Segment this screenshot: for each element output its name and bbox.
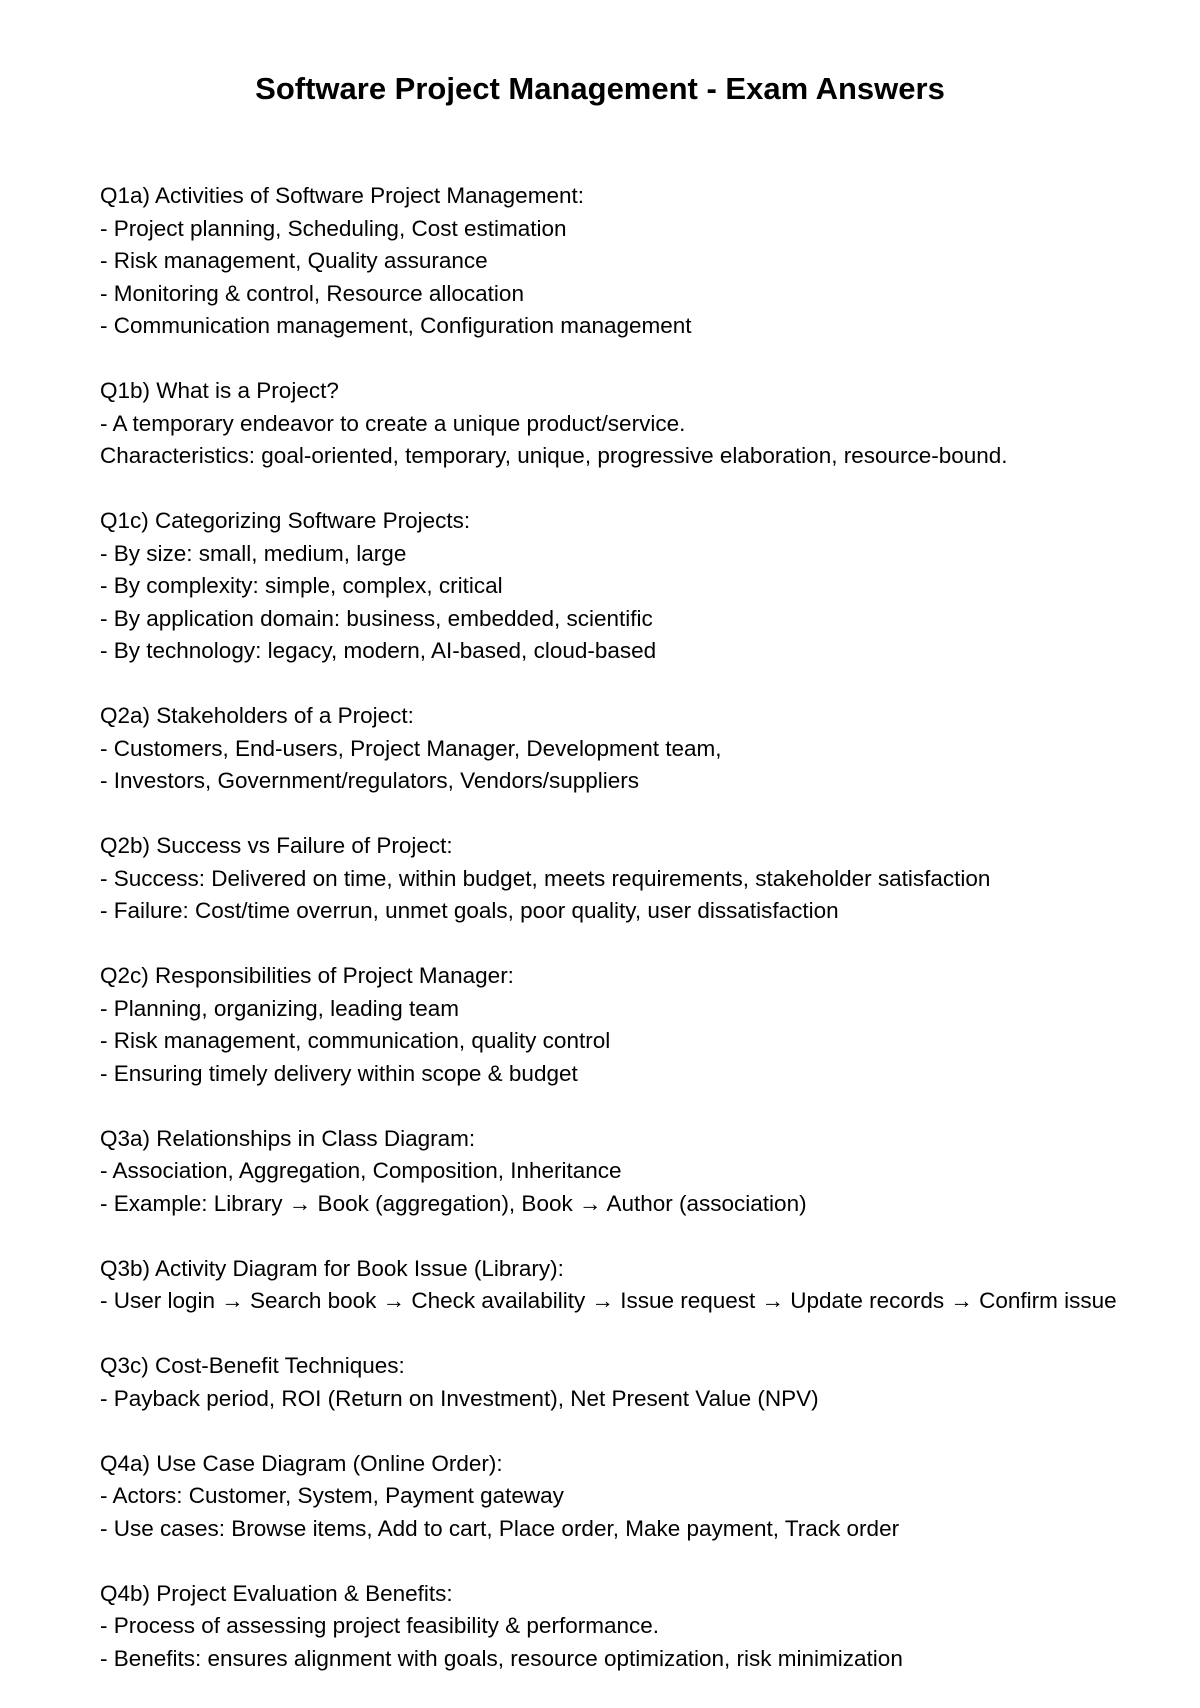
section-heading: Q4a) Use Case Diagram (Online Order): [100, 1450, 503, 1476]
section-line: - Risk management, communication, quality control [100, 1028, 611, 1053]
section-heading: Q3b) Activity Diagram for Book Issue (Library): [100, 1255, 564, 1281]
section-q2b [100, 830, 1195, 928]
section-line: - Monitoring & control, Resource allocation [100, 280, 524, 306]
section-line: - Association, Aggregation, Composition, Inheritance [100, 1158, 622, 1183]
section-heading: Q2c) Responsibilities of Project Manager: [100, 963, 514, 988]
section-q3c [100, 1350, 1195, 1415]
section-q1a [100, 180, 1195, 343]
section-line: - By application domain: business, embedded, scientific [100, 605, 653, 631]
section-heading: Q4b) Project Evaluation & Benefits: [100, 1580, 453, 1606]
section-line: - Planning, organizing, leading team [100, 995, 459, 1021]
section-line: - Investors, Government/regulators, Vendors/suppliers [100, 768, 640, 793]
section-heading: Q1b) What is a Project? [100, 378, 339, 403]
section-q2a [100, 700, 1195, 798]
section-heading: Q2b) Success vs Failure of Project: [100, 833, 453, 858]
section-line: - Project planning, Scheduling, Cost estimation [100, 215, 567, 241]
section-line: - Example: Library → Book (aggregation), Book → Author (association) [100, 1190, 807, 1216]
section-q2c [100, 960, 1195, 1090]
section-q1b [100, 375, 1195, 473]
section-line: - User login → Search book → Check availability → Issue request → Update records → Confirm issue [100, 1288, 1117, 1313]
section-line: - Risk management, Quality assurance [100, 248, 488, 273]
section-line: - Ensuring timely delivery within scope & budget [100, 1060, 578, 1086]
section-line: - By complexity: simple, complex, critical [100, 573, 503, 598]
section-line: - Payback period, ROI (Return on Investment), Net Present Value (NPV) [100, 1385, 819, 1411]
section-q4b [100, 1578, 1195, 1676]
section-heading: Q3a) Relationships in Class Diagram: [100, 1125, 476, 1151]
section-heading: Q2a) Stakeholders of a Project: [100, 703, 414, 728]
section-q1c [100, 505, 1195, 668]
section-q3a [100, 1123, 1195, 1221]
section-line: - By technology: legacy, modern, AI-based, cloud-based [100, 638, 657, 663]
section-line: - Actors: Customer, System, Payment gateway [100, 1483, 564, 1508]
section-line: - Benefits: ensures alignment with goals, resource optimization, risk minimization [100, 1645, 903, 1671]
section-line: - Success: Delivered on time, within budget, meets requirements, stakeholder satisfaction [100, 865, 991, 891]
section-q4a [100, 1448, 1195, 1546]
section-line: - Communication management, Configuration management [100, 313, 692, 338]
section-line: - Customers, End-users, Project Manager, Development team, [100, 735, 722, 761]
section-line: - Use cases: Browse items, Add to cart, Place order, Make payment, Track order [100, 1515, 900, 1541]
document-title: Software Project Management - Exam Answers [255, 71, 945, 106]
section-line: Characteristics: goal-oriented, temporary, unique, progressive elaboration, resource-bound. [100, 443, 1008, 468]
section-line: - By size: small, medium, large [100, 540, 407, 566]
section-line: - Process of assessing project feasibility & performance. [100, 1613, 659, 1638]
section-heading: Q1a) Activities of Software Project Management: [100, 183, 584, 208]
section-line: - Failure: Cost/time overrun, unmet goals, poor quality, user dissatisfaction [100, 898, 839, 923]
section-q3b [100, 1253, 1195, 1318]
document-content [100, 180, 1195, 1708]
section-heading: Q3c) Cost-Benefit Techniques: [100, 1353, 405, 1378]
section-line: - A temporary endeavor to create a unique product/service. [100, 410, 686, 436]
section-heading: Q1c) Categorizing Software Projects: [100, 508, 471, 533]
